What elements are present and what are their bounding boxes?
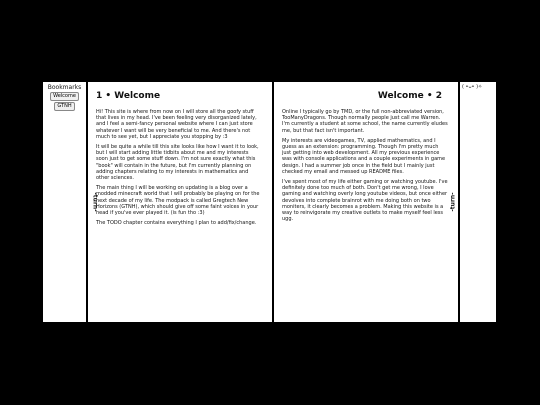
right-page [274,82,458,322]
bookmarks-title: Bookmarks [47,84,82,91]
right-paragraph-3: I've spent most of my life either gaming or watching youtube. I've definitely done too much of both. Don't get me wrong, I love gaming and watching overly long youtube videos, but once either devolves into complete brainrot with me doing both on two moniters, it clearly becomes a problem. Making this website is a way to reinvigorate my creative outlets to make myself feel less ugg. [282,179,448,223]
right-paragraph-2: My interests are videogames, TV, applied mathematics, and I guess as an extension: programming. Though I'm pretty much just getting into web development. All my previous experience was with console applications and a couple experiments in game design. I had a summer job once in the field but I mainly just checked my email and messed up README files. [282,137,446,175]
turn-left-button[interactable] [88,82,102,322]
right-paragraph-1: Online I typically go by TMD, or the full non-abbreviated version, TooManyDragons. Though normally people just call me Warren. I'm currently a student at some school, the name currently eludes me, but that fact isn't important. [282,109,448,134]
bookmark-welcome-button[interactable]: Welcome [50,92,79,101]
kaomoji-face: ( •ᴗ• )✧ [462,84,483,90]
bookmarks-sidebar [43,82,86,322]
left-paragraph-3: The main thing I will be working on updating is a blog over a modded minecraft world that I will probably be playing on for the next decade of my life. The modpack is called Gregtech New Horizons (GTNH), which should give off some faint voices in your head if you've ever played it. (is fun tho :3) [96,185,260,217]
left-paragraph-2: It will be quite a while till this site looks like how I want it to look, but I will start adding little tidbits about me and my interests soon just to get some stuff down. I'm not sure exactly what this "book" will contain in the future, but I'm currently planning on adding chapters relating to my interests in mathematics and other sciences. [96,144,259,182]
turn-right-button[interactable] [446,82,460,322]
turn-right-label: -turn- [449,192,457,212]
page-spine [272,82,274,322]
face-strip [460,82,496,322]
left-paragraph-1: Hi! This site is where from now on I will store all the goofy stuff that lives in my head. I've been feeling very disorganized lately, and I feel a semi-fancy personal website where I can just store whatever I want will be very beneficial to me. And there's not much to see yet, but I appreciate you stopping by :3 [96,109,257,140]
left-page-title: 1 • Welcome [96,91,161,101]
left-paragraph-4: The TODO chapter contains everything I plan to add/fix/change. [96,220,257,227]
left-page [88,82,272,322]
bookmark-gtnh-button[interactable]: GTNH [54,102,74,111]
turn-left-label: -turn- [91,192,99,212]
right-page-title: Welcome • 2 [377,91,442,101]
